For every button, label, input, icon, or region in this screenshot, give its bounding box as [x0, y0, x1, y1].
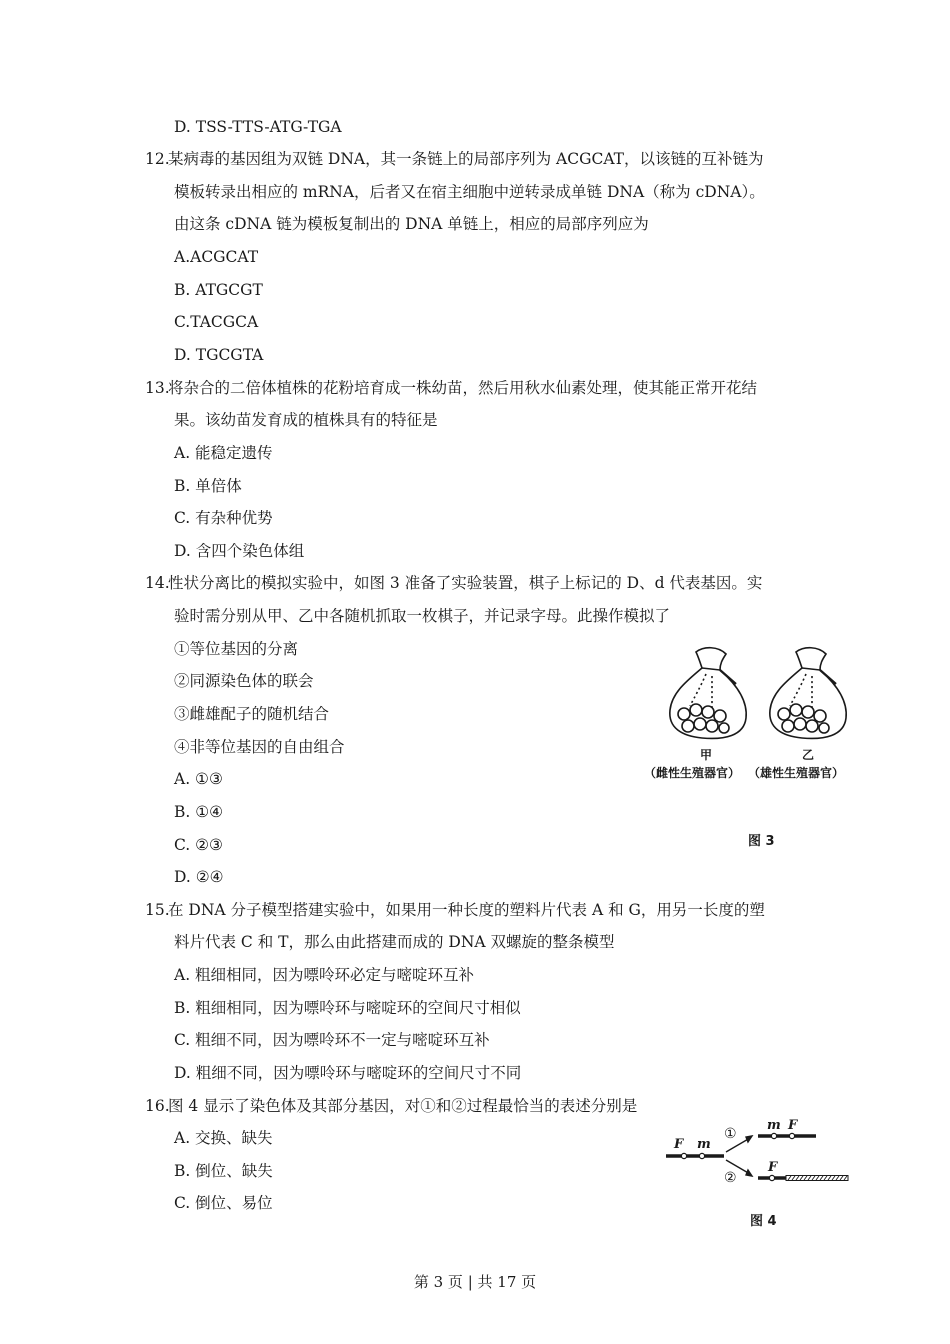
q14-option-a: A. ①③ [174, 770, 223, 788]
q13-option-a: A. 能稳定遗传 [174, 444, 273, 462]
q14-option-b: B. ①④ [174, 803, 224, 821]
q13-stem-line-1: 将杂合的二倍体植株的花粉培育成一株幼苗，然后用秋水仙素处理，使其能正常开花结 [168, 379, 758, 397]
q12-stem-line-2: 模板转录出相应的 mRNA，后者又在宿主细胞中逆转录成单链 DNA（称为 cDNA）。 [174, 183, 765, 201]
q12-option-a: A.ACGCAT [174, 248, 259, 266]
q14-stem-line-1: 性状分离比的模拟实验中，如图 3 准备了实验装置，棋子上标记的 D、d 代表基因。实 [168, 574, 763, 592]
q14-stem-line-2: 验时需分别从甲、乙中各随机抓取一枚棋子，并记录字母。此操作模拟了 [174, 607, 671, 625]
bag-male [770, 648, 846, 739]
q13-option-b: B. 单倍体 [174, 477, 242, 495]
q16-option-a: A. 交换、缺失 [174, 1129, 273, 1147]
q14-statement-3: ③雌雄配子的随机结合 [174, 705, 330, 723]
figure-4-caption: 图 4 [750, 1214, 777, 1229]
gene-m-result-1: m [767, 1118, 781, 1133]
q14-option-d: D. ②④ [174, 868, 224, 886]
q13-stem-line-2: 果。该幼苗发育成的植株具有的特征是 [174, 411, 438, 429]
chromosome-diagram [662, 1118, 852, 1188]
process-1-label: ① [724, 1126, 737, 1142]
gene-f-original: F [674, 1137, 684, 1152]
q15-option-d: D. 粗细不同，因为嘌呤环与嘧啶环的空间尺寸不同 [174, 1064, 522, 1082]
figure-3-caption: 图 3 [748, 834, 775, 849]
q14-option-c: C. ②③ [174, 836, 223, 854]
q12-number: 12. [145, 150, 170, 168]
bag-left-sublabel: （雌性生殖器官） [644, 766, 741, 780]
q12-stem-line-3: 由这条 cDNA 链为模板复制出的 DNA 单链上，相应的局部序列应为 [174, 215, 649, 233]
chromosome-original [666, 1153, 724, 1158]
q15-option-c: C. 粗细不同，因为嘌呤环不一定与嘧啶环互补 [174, 1031, 490, 1049]
process-2-label: ② [724, 1170, 737, 1186]
q16-option-c: C. 倒位、易位 [174, 1194, 273, 1212]
q15-option-b: B. 粗细相同，因为嘌呤环与嘧啶环的空间尺寸相似 [174, 999, 521, 1017]
figure-3 [640, 640, 860, 790]
q15-number: 15. [145, 901, 170, 919]
q13-option-d: D. 含四个染色体组 [174, 542, 305, 560]
gene-m-original: m [697, 1137, 711, 1152]
q14-number: 14. [145, 574, 170, 592]
q16-stem-line-1: 图 4 显示了染色体及其部分基因，对①和②过程最恰当的表述分别是 [168, 1097, 638, 1115]
q14-statement-2: ②同源染色体的联会 [174, 672, 314, 690]
q12-option-d: D. TGCGTA [174, 346, 264, 364]
q12-option-b: B. ATGCGT [174, 281, 263, 299]
q14-statement-4: ④非等位基因的自由组合 [174, 738, 345, 756]
q16-number: 16. [145, 1097, 170, 1115]
q15-option-a: A. 粗细相同，因为嘌呤环必定与嘧啶环互补 [174, 966, 475, 984]
q14-statement-1: ①等位基因的分离 [174, 640, 299, 658]
gene-f-result-2: F [768, 1160, 778, 1175]
q15-stem-line-1: 在 DNA 分子模型搭建实验中，如果用一种长度的塑料片代表 A 和 G，用另一长度的塑 [168, 901, 765, 919]
chromosome-result-2 [758, 1175, 848, 1180]
q13-number: 13. [145, 379, 170, 397]
figure-4 [662, 1118, 852, 1188]
page-footer: 第 3 页 | 共 17 页 [413, 1273, 537, 1291]
q16-option-b: B. 倒位、缺失 [174, 1162, 273, 1180]
bag-left-label: 甲 [700, 748, 713, 762]
q12-option-c: C.TACGCA [174, 313, 259, 331]
q11-option-d: D. TSS-TTS-ATG-TGA [174, 118, 342, 136]
bag-right-label: 乙 [802, 748, 815, 762]
chromosome-result-1 [758, 1133, 816, 1138]
q13-option-c: C. 有杂种优势 [174, 509, 273, 527]
gene-f-result-1: F [788, 1118, 798, 1133]
q12-stem-line-1: 某病毒的基因组为双链 DNA，其一条链上的局部序列为 ACGCAT，以该链的互补链为 [168, 150, 764, 168]
q15-stem-line-2: 料片代表 C 和 T，那么由此搭建而成的 DNA 双螺旋的整条模型 [174, 933, 615, 951]
bag-right-sublabel: （雄性生殖器官） [748, 766, 845, 780]
bag-female [670, 648, 746, 739]
